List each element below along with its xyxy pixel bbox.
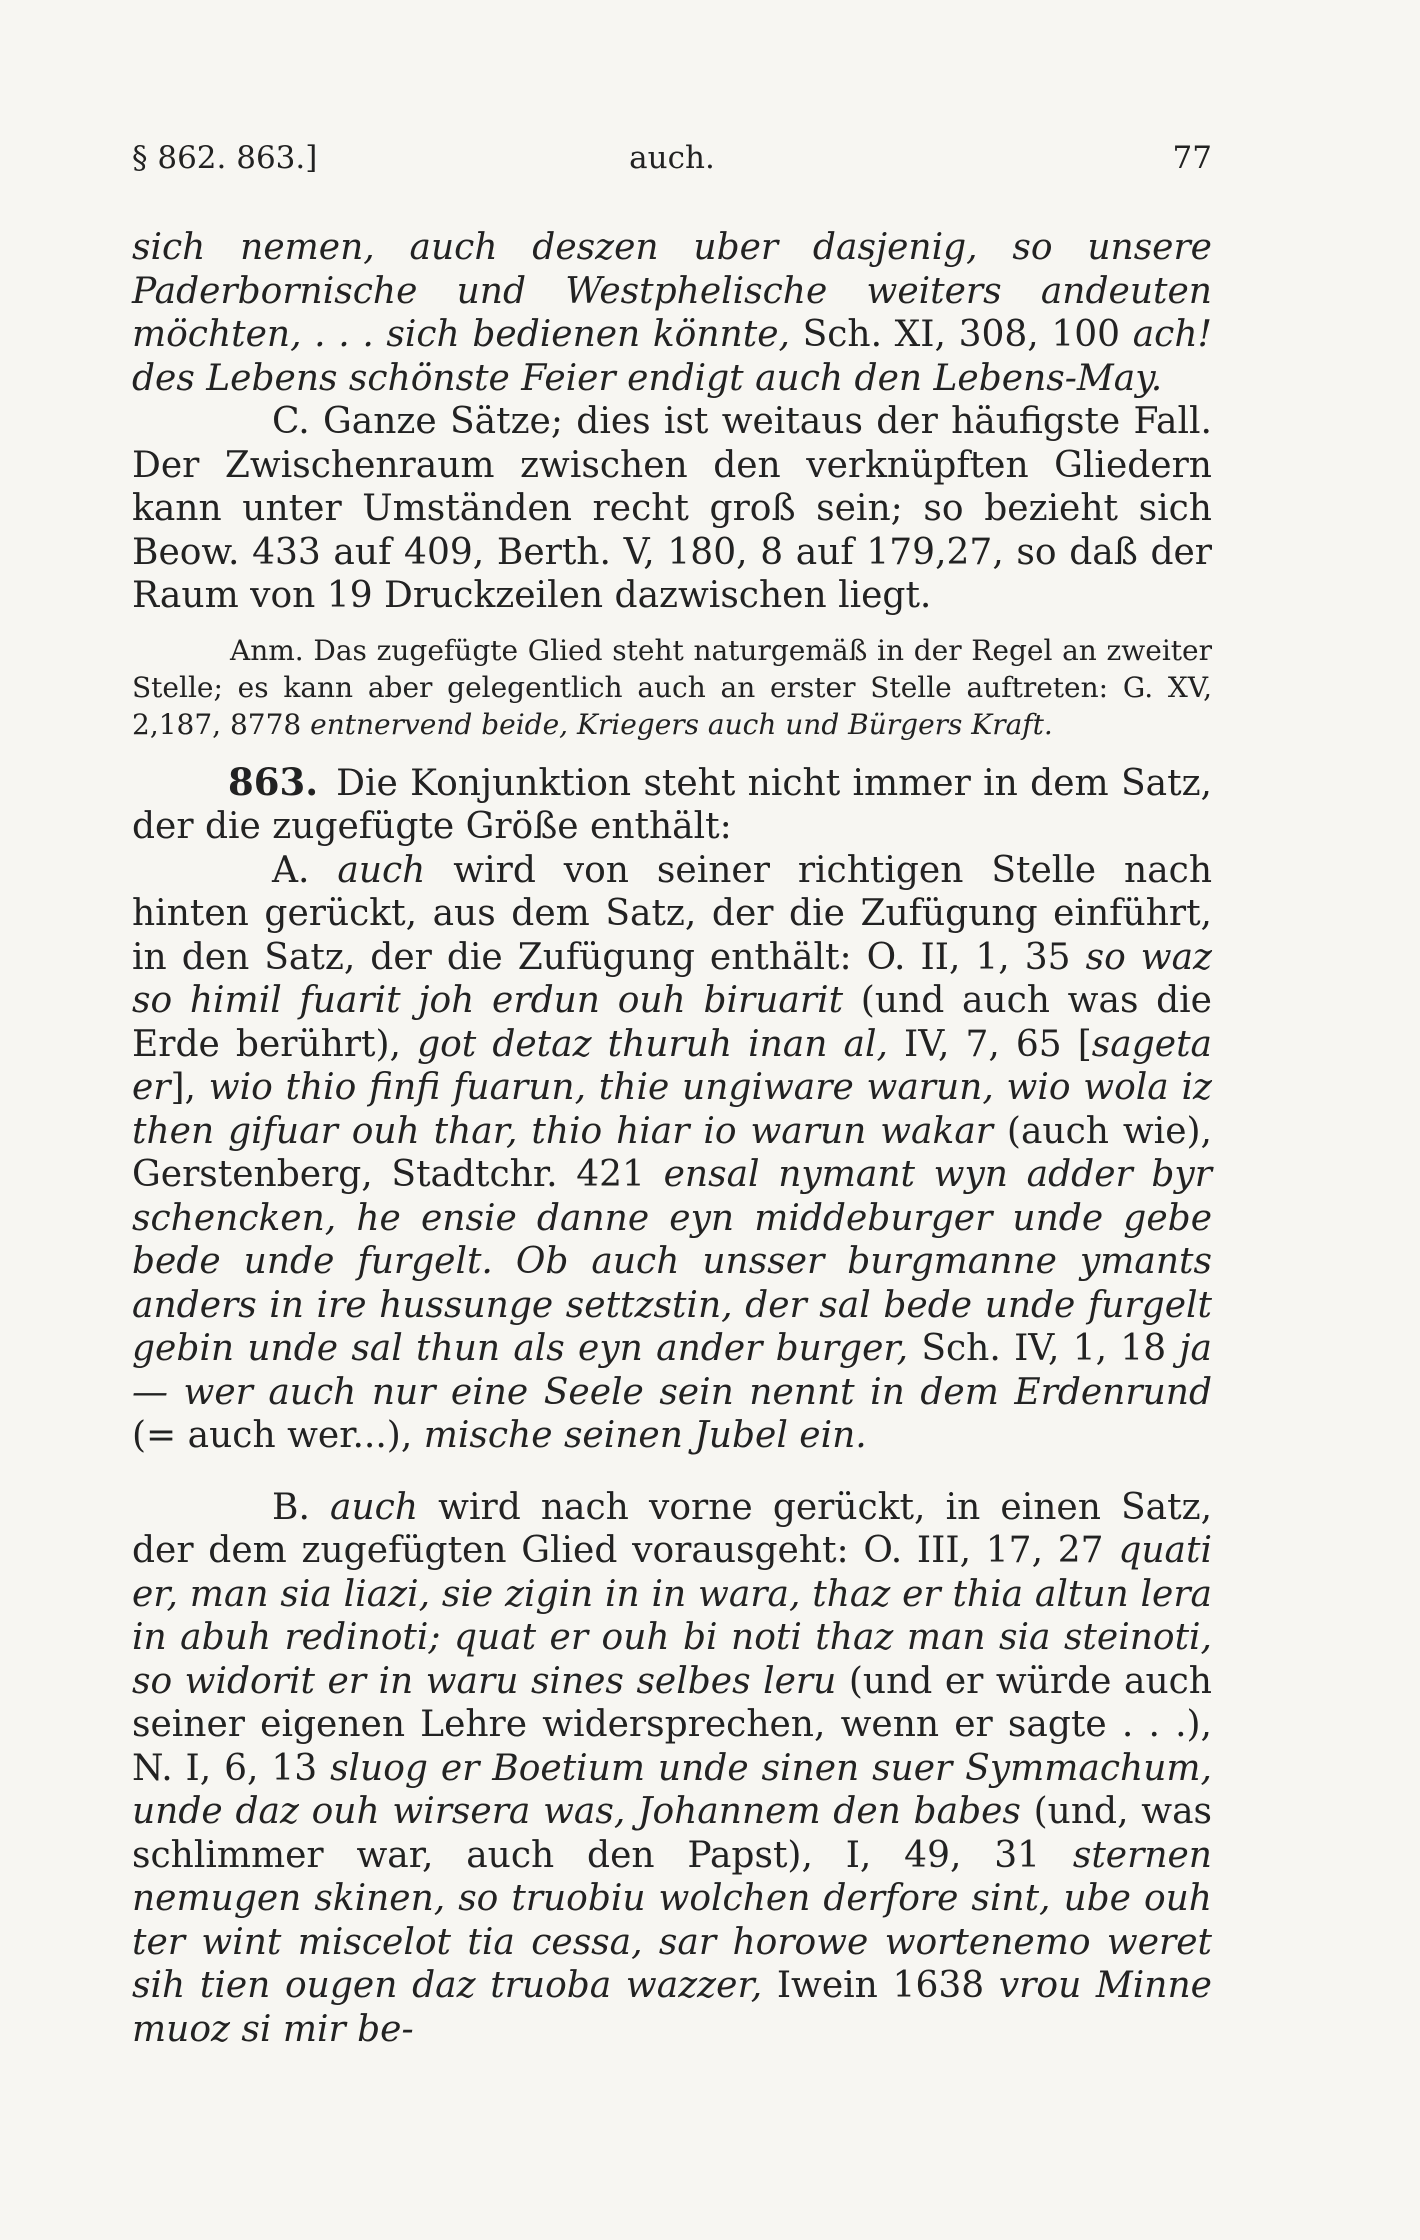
page-body <box>132 226 1212 2051</box>
section-number: 863. <box>228 759 319 804</box>
page-number: 77 <box>1172 140 1212 176</box>
paragraph-a: A. auch wird von seiner richtigen Stelle nach hinten gerückt, aus dem Satz, der die Zufügung einführt, in den Satz, der die Zufügung enthält: O. II, 1, 35 so waz so himil fuarit joh erdun ouh biruarit (und auch was die Erde berührt), got detaz thuruh inan al, IV, 7, 65 [sageta er], wio thio finfi fuarun, thie ungiware warun, wio wola iz then gifuar ouh thar, thio hiar io warun wakar (auch wie), Gerstenberg, Stadtchr. 421 ensal nymant wyn adder byr schencken, he ensie danne eyn middeburger unde gebe bede unde furgelt. Ob auch unsser burgmanne ymants anders in ire hussunge settzstin, der sal bede unde furgelt gebin unde sal thun als eyn ander burger, Sch. IV, 1, 18 ja — wer auch nur eine Seele sein nennt in dem Erdenrund (= auch wer...), mische seinen Jubel ein. <box>132 849 1213 1456</box>
running-header <box>132 140 1212 180</box>
paragraph-continuation: sich nemen, auch deszen uber dasjenig, so unsere Paderbornische und Westphelische weiters andeuten möchten, . . . sich bedienen könnte, Sch. XI, 308, 100 ach! des Lebens schönste Feier endigt auch den Lebens-May. <box>132 227 1212 399</box>
annotation-note: Anm. Das zugefügte Glied steht naturgemäß in der Regel an zweiter Stelle; es kann aber gelegentlich auch an erster Stelle auftreten: G. XV, 2,187, 8778 entnervend beide, Kriegers auch und Bürgers Kraft. <box>132 633 1212 741</box>
paragraph-c: C. Ganze Sätze; dies ist weitaus der häufigste Fall. Der Zwischenraum zwischen den verknüpften Gliedern kann unter Umständen recht groß sein; so bezieht sich Beow. 433 auf 409, Berth. V, 180, 8 auf 179,27, so daß der Raum von 19 Druckzeilen dazwischen liegt. <box>132 401 1212 616</box>
header-section-ref: § 862. 863.] <box>132 140 318 176</box>
header-title: auch. <box>629 140 715 176</box>
paragraph-b: B. auch wird nach vorne gerückt, in einen Satz, der dem zugefügten Glied vorausgeht: O. III, 17, 27 quati er, man sia liazi, sie zigin in in wara, thaz er thia altun lera in abuh redinoti; quat er ouh bi noti thaz man sia steinoti, so widorit er in waru sines selbes leru (und er würde auch seiner eigenen Lehre widersprechen, wenn er sagte . . .), N. I, 6, 13 sluog er Boetium unde sinen suer Symmachum, unde daz ouh wirsera was, Johannem den babes (und, was schlimmer war, auch den Papst), I, 49, 31 sternen nemugen skinen, so truobiu wolchen derfore sint, ube ouh ter wint miscelot tia cessa, sar horowe wortenemo weret sih tien ougen daz truoba wazzer, Iwein 1638 vrou Minne muoz si mir be- <box>132 1486 1213 2050</box>
section-863-heading: 863. Die Konjunktion steht nicht immer in dem Satz, der die zugefügte Größe enthält: <box>132 759 1212 847</box>
